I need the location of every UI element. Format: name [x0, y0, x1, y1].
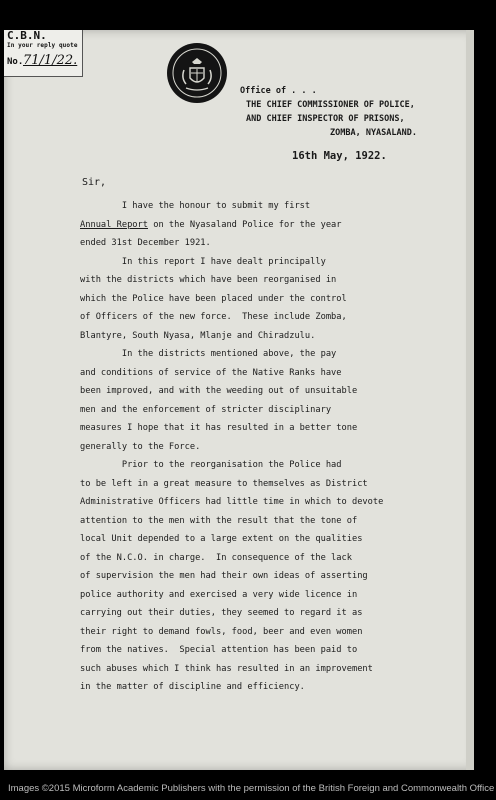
coat-of-arms-seal	[166, 42, 228, 104]
paragraph	[80, 456, 470, 697]
paragraph-line: and conditions of service of the Native Ranks have	[80, 367, 342, 378]
reference-no-label: No.	[7, 57, 24, 67]
reference-number: 71/1/22.	[23, 53, 78, 68]
letter-body	[80, 197, 470, 697]
paragraph-line: of supervision the men had their own ideas of asserting	[80, 571, 368, 581]
paragraph-line: their right to demand fowls, food, beer and even women	[80, 626, 363, 637]
paragraph-line: In this report I have dealt principally	[80, 256, 326, 267]
paragraph-line: local Unit depended to a large extent on the qualities	[80, 534, 363, 544]
document-page	[4, 30, 474, 770]
paragraph-line: ended 31st December 1921.	[80, 238, 211, 248]
paragraph-line: carrying out their duties, they seemed to regard it as	[80, 608, 363, 618]
letter-date: 16th May, 1922.	[292, 150, 387, 162]
paragraph-line: police authority and exercised a very wide licence in	[80, 589, 358, 600]
paragraph	[80, 253, 470, 346]
paragraph-line: men and the enforcement of stricter disciplinary	[80, 404, 332, 415]
paragraph-line: Blantyre, South Nyasa, Mlanje and Chiradzulu.	[80, 330, 316, 341]
paragraph-line: I have the honour to submit my first	[80, 201, 311, 211]
salutation: Sir,	[82, 177, 107, 188]
reference-label	[4, 30, 83, 77]
paragraph	[80, 197, 470, 253]
paragraph-line: been improved, and with the weeding out of unsuitable	[80, 386, 358, 396]
office-title-line2: AND CHIEF INSPECTOR OF PRISONS,	[246, 114, 405, 124]
office-location: ZOMBA, NYASALAND.	[330, 128, 417, 138]
paragraph-line: such abuses which I think has resulted in an improvement	[80, 663, 373, 674]
paragraph-line: of the N.C.O. in charge. In consequence of the lack	[80, 552, 352, 563]
paragraph-line: generally to the Force.	[80, 441, 201, 452]
paragraph-line: which the Police have been placed under the control	[80, 293, 347, 304]
office-title-line1: THE CHIEF COMMISSIONER OF POLICE,	[246, 100, 415, 110]
paragraph-line: in the matter of discipline and efficiency.	[80, 682, 305, 692]
paragraph-line: Administrative Officers had little time in which to devote	[80, 497, 384, 507]
paragraph-line: attention to the men with the result that the tone of	[80, 515, 358, 526]
paragraph-line: In the districts mentioned above, the pay	[80, 349, 337, 359]
office-address-block	[240, 84, 417, 140]
paragraph-line: from the natives. Special attention has been paid to	[80, 645, 358, 655]
office-prefix: Office of . . .	[240, 86, 317, 96]
paragraph-line: to be left in a great measure to themselves as District	[80, 478, 368, 489]
paragraph-line: of Officers of the new force. These include Zomba,	[80, 312, 347, 322]
paragraph-line: with the districts which have been reorganised in	[80, 275, 337, 285]
copyright-notice: Images ©2015 Microform Academic Publishers with the permission of the British Foreign and Commonwealth Office	[8, 783, 495, 794]
reference-quote-label: In your reply quote	[7, 42, 78, 49]
paragraph-line: measures I hope that it has resulted in a better tone	[80, 423, 358, 433]
paragraph-line: Annual Report on the Nyasaland Police for the year	[80, 219, 342, 230]
paragraph	[80, 345, 470, 456]
reference-code: C.B.N.	[7, 29, 47, 42]
paragraph-line: Prior to the reorganisation the Police had	[80, 460, 342, 470]
